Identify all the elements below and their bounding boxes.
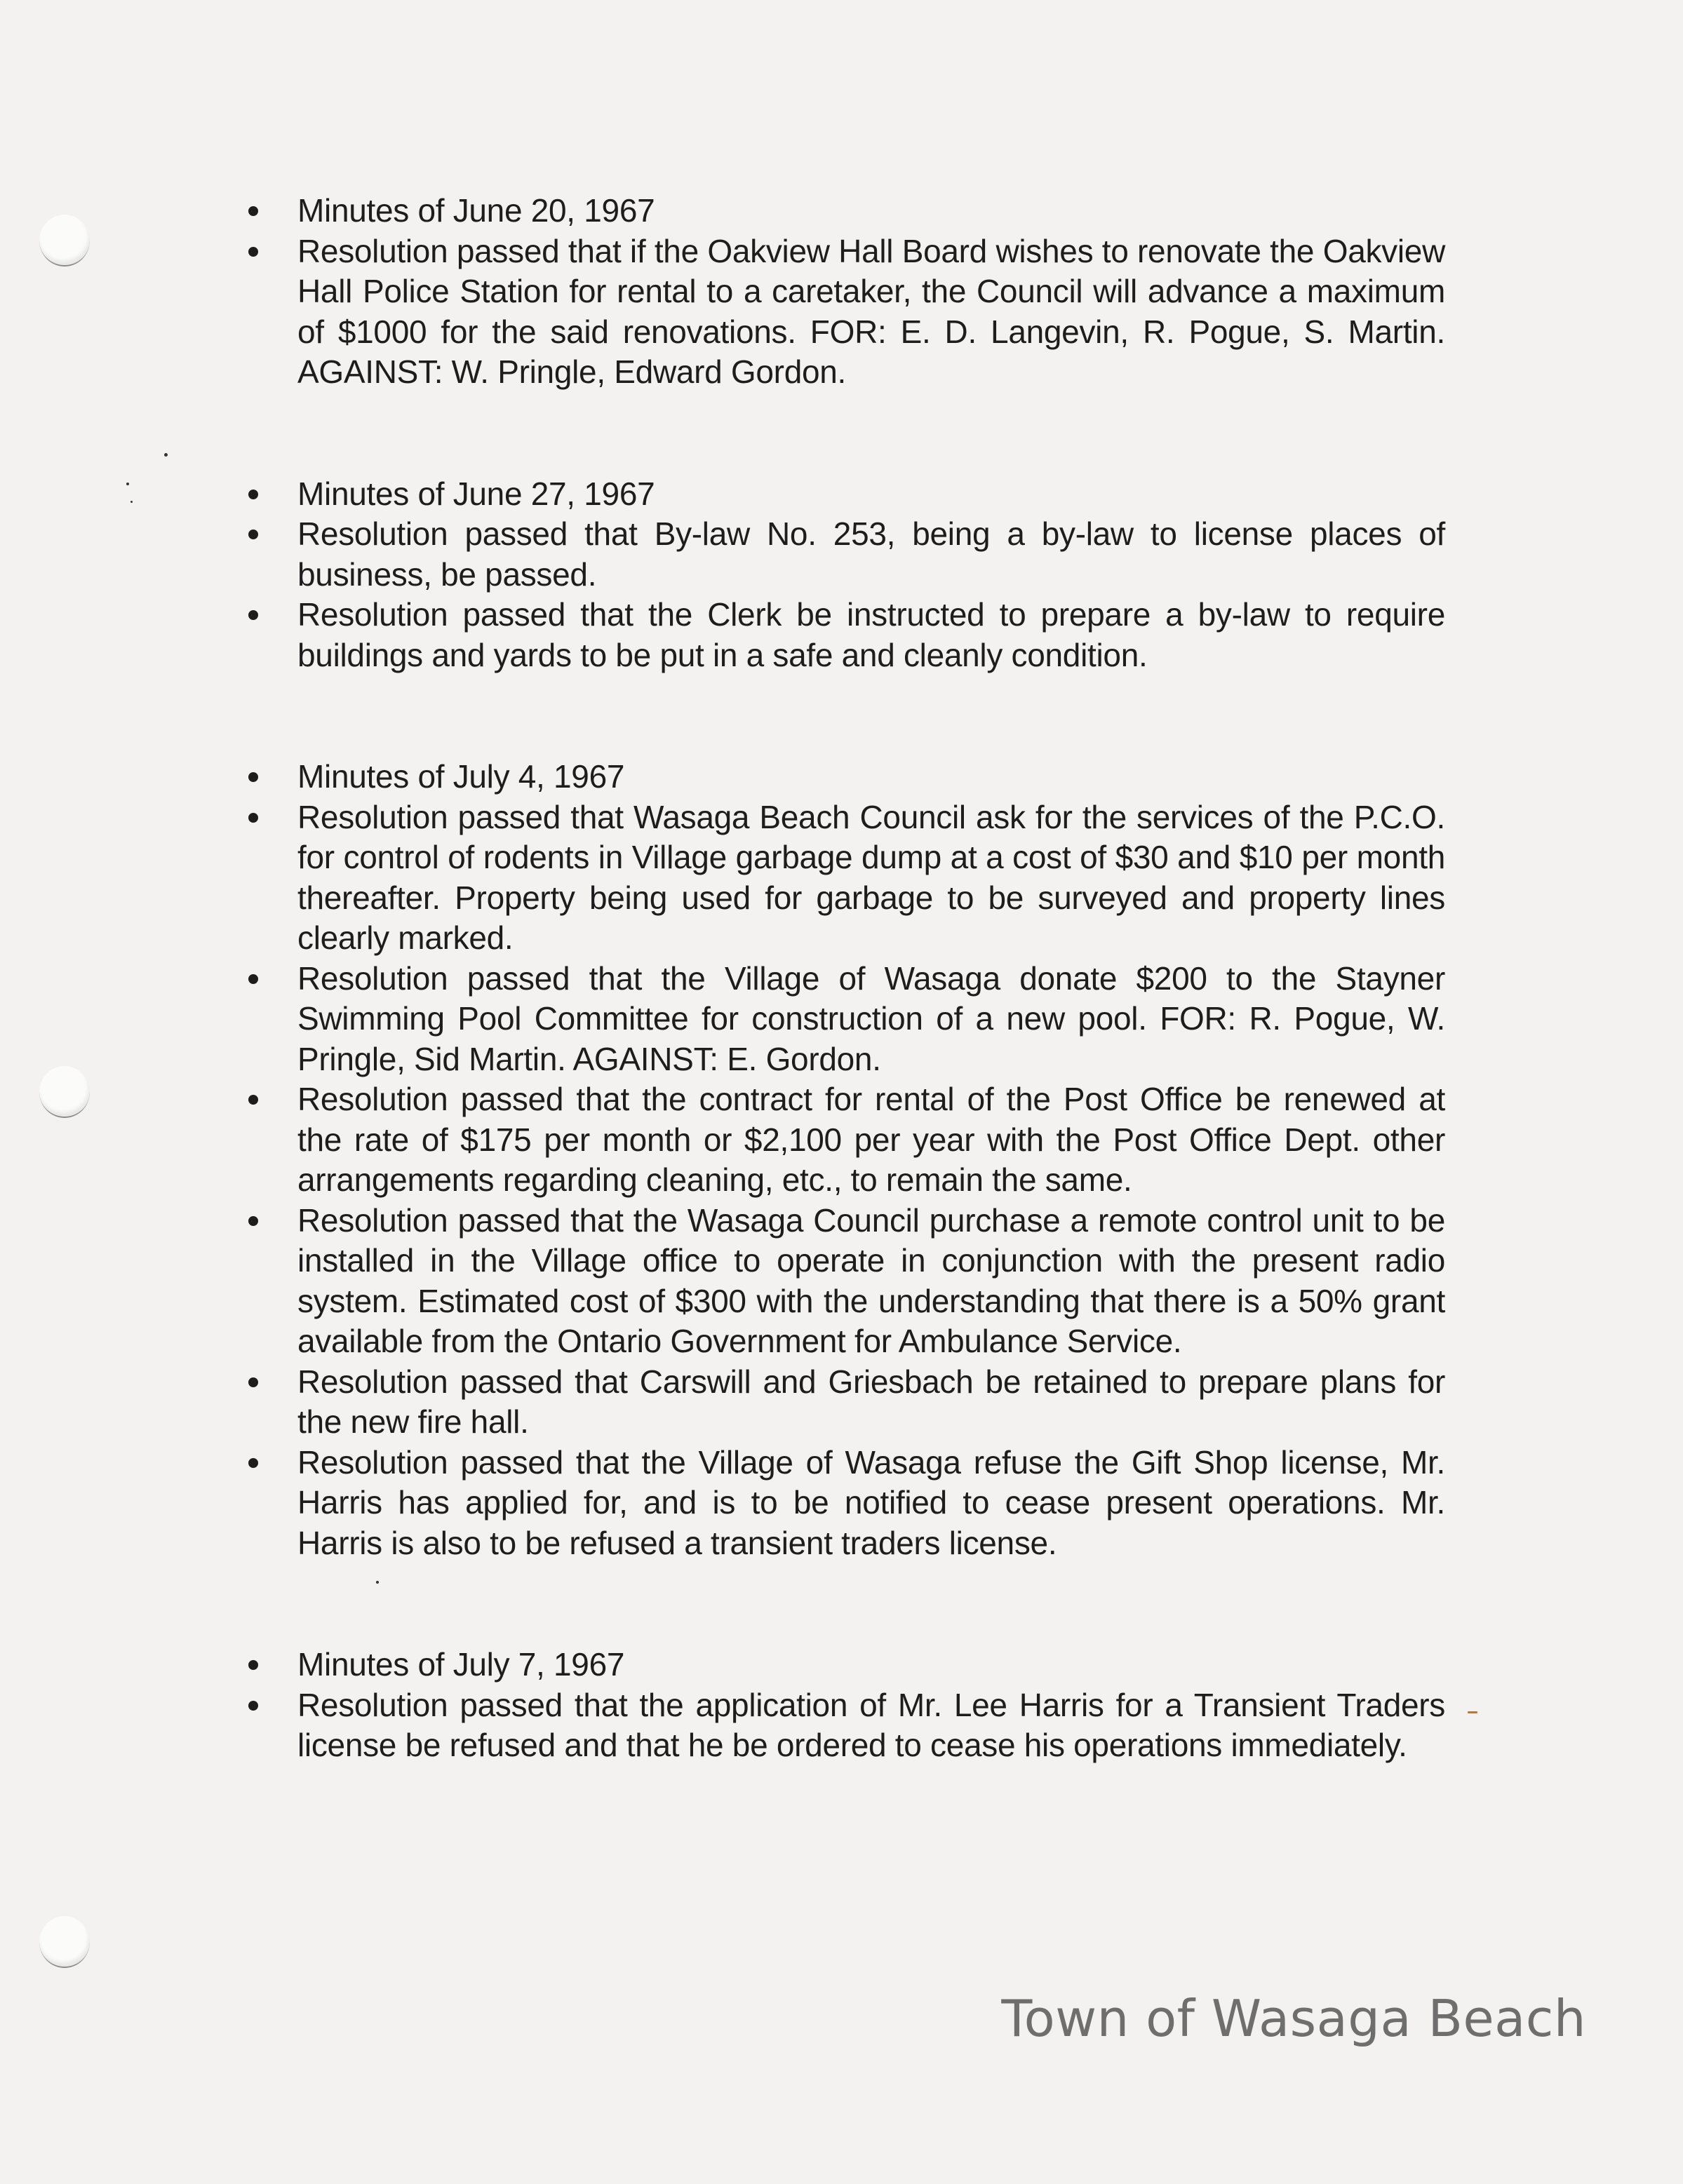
bullet-icon [248, 610, 258, 620]
list-item [239, 1201, 1445, 1362]
minutes-date: Minutes of July 7, 1967 [297, 1646, 625, 1683]
list-item-heading [239, 1645, 1445, 1685]
list-item [239, 514, 1445, 595]
list-item-heading [239, 474, 1445, 515]
bullet-icon [248, 490, 258, 499]
resolution-text: Resolution passed that the application of Mr. Lee Harris for a Transient Traders license be refused and that he be ordered to cease his operations immediately. [297, 1686, 1445, 1763]
resolution-text: Resolution passed that the Village of Wasaga refuse the Gift Shop license, Mr. Harris has applied for, and is to be notified to cease present operations. Mr. Harris is also to be refused a transient traders license. [297, 1443, 1445, 1561]
bullet-icon [248, 206, 258, 216]
bullet-icon [248, 974, 258, 984]
minutes-date: Minutes of June 20, 1967 [297, 192, 655, 229]
bullet-icon [248, 530, 258, 539]
bullet-icon [248, 1701, 258, 1711]
resolution-text: Resolution passed that By-law No. 253, being a by-law to license places of business, be passed. [297, 515, 1445, 593]
bullet-icon [248, 1458, 258, 1468]
minutes-list [239, 757, 1445, 1563]
minutes-section [239, 191, 1445, 393]
minutes-list [239, 474, 1445, 676]
list-item [239, 231, 1445, 393]
minutes-content [239, 191, 1445, 1847]
list-item [239, 1685, 1445, 1766]
minutes-list [239, 191, 1445, 393]
scan-speck [164, 453, 168, 457]
bullet-icon [248, 1377, 258, 1387]
list-item [239, 1362, 1445, 1443]
punch-hole-top [39, 215, 90, 267]
scan-speck [1468, 1711, 1477, 1713]
list-item [239, 595, 1445, 675]
bullet-icon [248, 1660, 258, 1670]
punch-hole-middle [39, 1066, 90, 1118]
list-item-heading [239, 191, 1445, 231]
list-item [239, 1079, 1445, 1201]
scan-speck [126, 483, 129, 485]
bullet-icon [248, 247, 258, 257]
scan-speck [130, 501, 133, 503]
resolution-text: Resolution passed that the contract for rental of the Post Office be renewed at the rate of $175 per month or $2,100 per year with the Post Office Dept. other arrangements regarding cleaning, etc., to remain the same. [297, 1081, 1445, 1198]
minutes-date: Minutes of July 4, 1967 [297, 758, 625, 795]
minutes-date: Minutes of June 27, 1967 [297, 475, 655, 512]
bullet-icon [248, 1095, 258, 1105]
list-item [239, 797, 1445, 959]
bullet-icon [248, 772, 258, 782]
minutes-list [239, 1645, 1445, 1766]
bullet-icon [248, 1216, 258, 1226]
list-item [239, 1443, 1445, 1564]
minutes-section [239, 1645, 1445, 1766]
resolution-text: Resolution passed that if the Oakview Hall Board wishes to renovate the Oakview Hall Police Station for rental to a caretaker, the Council will advance a maximum of $1000 for the said renovations. FOR: E. D. Langevin, R. Pogue, S. Martin. AGAINST: W. Pringle, Edward Gordon. [297, 232, 1445, 390]
resolution-text: Resolution passed that Carswill and Griesbach be retained to prepare plans for the new fire hall. [297, 1363, 1445, 1440]
resolution-text: Resolution passed that the Wasaga Council purchase a remote control unit to be installed in the Village office to operate in conjunction with the present radio system. Estimated cost of $300 with the understanding that there is a 50% grant available from the Ontario Government for Ambulance Service. [297, 1201, 1445, 1359]
resolution-text: Resolution passed that the Village of Wasaga donate $200 to the Stayner Swimming Pool Committee for construction of a new pool. FOR: R. Pogue, W. Pringle, Sid Martin. AGAINST: E. Gordon. [297, 959, 1445, 1077]
list-item [239, 959, 1445, 1080]
punch-hole-bottom [39, 1916, 90, 1968]
resolution-text: Resolution passed that Wasaga Beach Council ask for the services of the P.C.O. for control of rodents in Village garbage dump at a cost of $30 and $10 per month thereafter. Property being used for garbage to be surveyed and property lines clearly marked. [297, 798, 1445, 956]
minutes-section [239, 757, 1445, 1563]
watermark: Town of Wasaga Beach [1001, 1989, 1586, 2048]
minutes-section [239, 474, 1445, 676]
resolution-text: Resolution passed that the Clerk be instructed to prepare a by-law to require buildings and yards to be put in a safe and cleanly condition. [297, 596, 1445, 673]
list-item-heading [239, 757, 1445, 797]
bullet-icon [248, 813, 258, 823]
